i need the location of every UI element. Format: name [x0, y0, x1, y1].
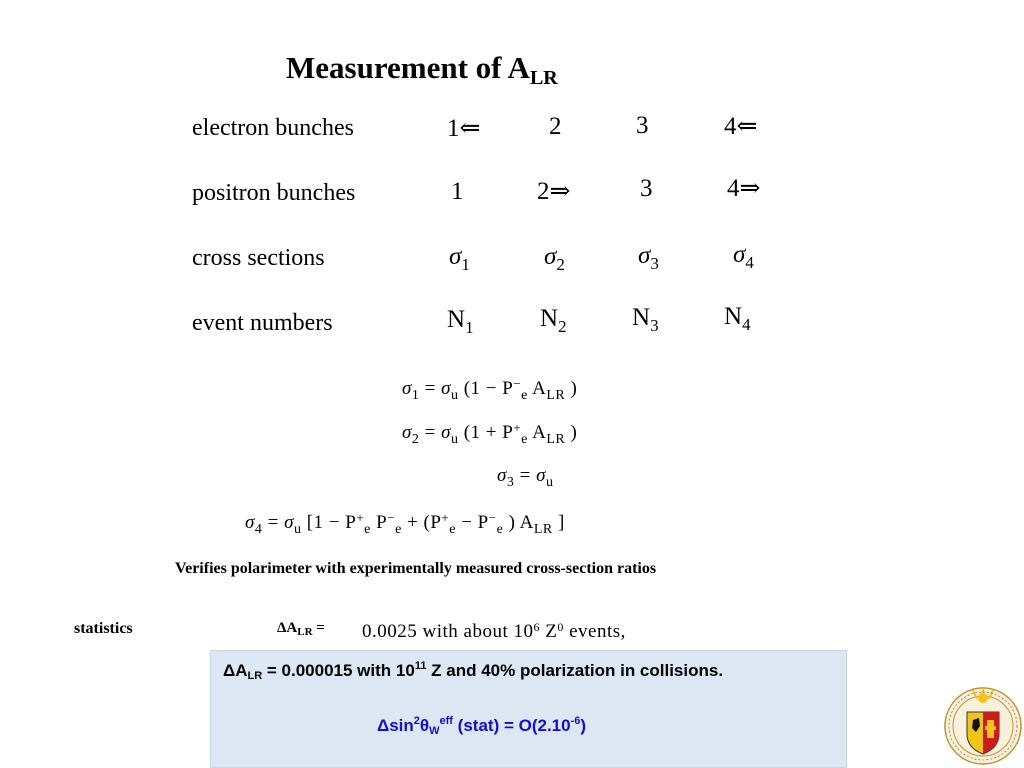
cell-sigma-2: $\sigma_2$: [544, 243, 565, 274]
box-line-alr: $\Delta A_{LR} = 0.000015$ with $10^{11}$ Z and 40% polarization in collisions.: [223, 660, 724, 682]
cell-n-2: $N_2$: [540, 305, 567, 336]
cell-electron-4: 4⇐: [724, 113, 758, 140]
geneva-university-seal-icon: [943, 686, 1023, 766]
verifies-text: Verifies polarimeter with experimentally measured cross-section ratios: [175, 560, 657, 577]
statistics-label: statistics: [74, 620, 133, 637]
cell-n-3: $N_3$: [632, 304, 659, 335]
cell-sigma-4: $\sigma_4$: [733, 241, 754, 272]
cell-sigma-1: $\sigma_1$: [449, 243, 470, 274]
row-label-positron: positron bunches: [192, 180, 356, 206]
cell-n-1: $N_1$: [447, 306, 474, 337]
equation-sigma-4: $\sigma_4 = \sigma_u$ [$1 - P^+_e$ $P^-_e + (P^+_e - P^-_e$ ) $A_{LR}$ ]: [245, 510, 565, 537]
row-label-event-numbers: event numbers: [192, 310, 333, 336]
cell-electron-1: 1⇐: [447, 115, 481, 142]
row-label-electron: electron bunches: [192, 115, 354, 141]
cell-positron-2: 2⇒: [537, 178, 571, 205]
cell-positron-3: 3: [640, 175, 653, 202]
cell-sigma-3: $\sigma_3$: [638, 242, 659, 273]
cell-positron-4: 4⇒: [727, 175, 761, 202]
page-title: Measurement of $A_{LR}$: [286, 50, 558, 89]
highlight-box: [210, 650, 847, 768]
equation-sigma-3: $\sigma_3 = \sigma_u$: [497, 465, 554, 490]
cell-electron-2: 2: [549, 113, 562, 140]
cell-positron-1: 1: [451, 178, 464, 205]
cell-n-4: $N_4$: [724, 303, 751, 334]
equation-sigma-1: $\sigma_1 = \sigma_u$ ($1 - P^-_e$ $A_{LR}$ ): [402, 376, 578, 403]
equation-sigma-2: $\sigma_2 = \sigma_u$ ($1 + P^+_e$ $A_{LR}$ ): [402, 420, 578, 447]
row-label-cross-sections: cross sections: [192, 245, 325, 271]
box-line-sin2theta: $\Delta\sin^2\theta_W^{eff}$ (stat) = $O(2.10^{-6})$: [377, 715, 587, 737]
delta-alr-label: $\Delta A_{LR}$ =: [277, 620, 325, 638]
delta-alr-value: 0.0025 with about $10^6$ $Z^0$ events,: [362, 620, 626, 642]
cell-electron-3: 3: [636, 112, 649, 139]
